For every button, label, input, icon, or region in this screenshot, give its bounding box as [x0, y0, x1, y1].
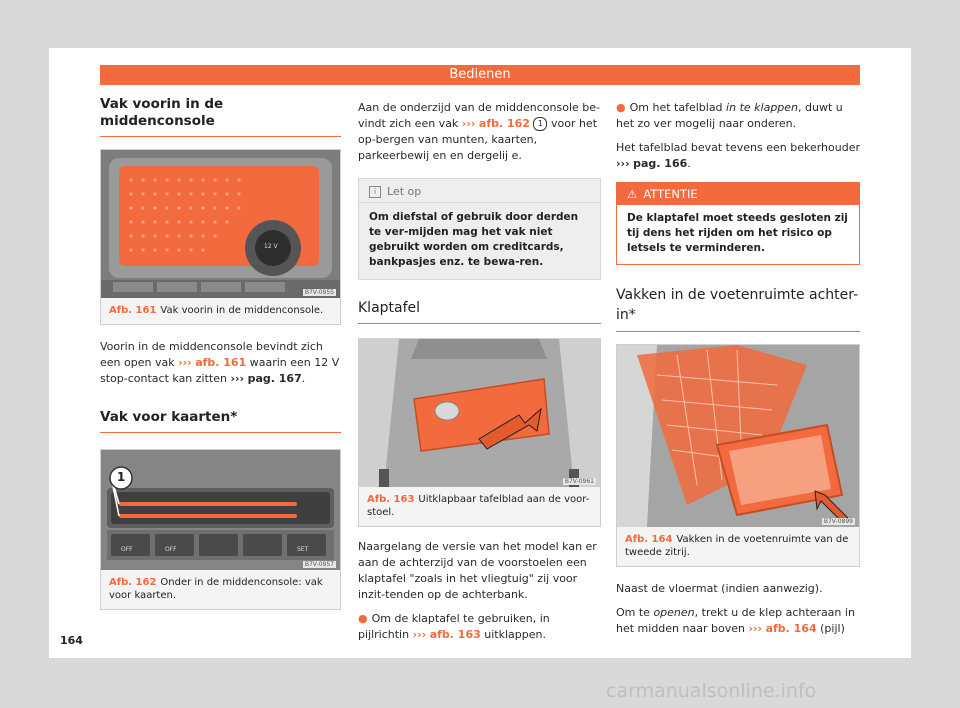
figure-164 — [616, 344, 860, 567]
paragraph — [100, 339, 341, 387]
callout-number: 1 — [533, 117, 547, 131]
figure-code: B7V-0899 — [823, 518, 853, 525]
paragraph: Naargelang de versie van het model kan er aan de achterzijd van de voorstoelen een klaptafel "zoals in het vliegtuig" zij voor inzit-tenden op de achterbank. — [358, 540, 597, 601]
footwell-compartment-illustration — [617, 345, 859, 527]
column-3 — [616, 100, 860, 645]
note-header — [359, 179, 600, 203]
warning-title: ATTENTIE — [643, 187, 698, 201]
text: Om de klaptafel te gebruiken, in pijlrichtin — [358, 612, 550, 641]
caption-text: Uitklapbaar tafelblad aan de voor-stoel. — [367, 494, 590, 518]
paragraph — [616, 605, 860, 637]
paragraph — [616, 140, 860, 172]
page-number: 164 — [60, 634, 83, 647]
figure-164-image — [617, 345, 859, 527]
figure-161 — [100, 149, 341, 325]
watermark: carmanualsonline.info — [606, 680, 817, 702]
warning-box — [616, 182, 860, 265]
figure-caption — [101, 570, 340, 609]
text: , trekt u de klep achteraan in het midden naar boven — [616, 606, 855, 635]
section-title-voetenruimte: Vakken in de voetenruimte achter-in* — [616, 285, 860, 332]
ref-arrows: ››› — [230, 372, 245, 385]
link-afb-164[interactable]: afb. 164 — [765, 622, 817, 635]
button-label-set: SET — [297, 546, 309, 553]
warning-body: De klaptafel moet steeds gesloten zij tij dens het rijden om het risico op letsels te verminderen. — [627, 212, 848, 254]
link-pag-166[interactable]: pag. 166 — [633, 157, 688, 170]
ref-arrows: ››› — [461, 117, 476, 130]
text: (pijl) — [816, 622, 845, 635]
italic-text: openen — [653, 606, 695, 619]
figure-number: Afb. 164 — [625, 534, 673, 545]
section-title-kaarten: Vak voor kaarten* — [100, 409, 341, 433]
callout-number: 1 — [116, 470, 126, 484]
header-bar: Bedienen — [100, 65, 860, 85]
text: voor het op-bergen van munten, kaarten, parkeerbewij en en dergelij e. — [358, 117, 598, 162]
caption-text: Vak voorin in de middenconsole. — [160, 305, 324, 316]
text: , duwt u het zo ver mogelij naar onderen. — [616, 101, 843, 130]
text: Voorin in de middenconsole bevindt zich een open vak — [100, 340, 323, 369]
figure-163 — [358, 338, 601, 527]
figure-number: Afb. 161 — [109, 305, 157, 316]
text: . — [301, 372, 306, 385]
warning-header — [617, 183, 859, 205]
bullet-icon: ● — [358, 612, 368, 625]
figure-caption — [359, 487, 600, 526]
figure-162-image — [101, 450, 340, 570]
warning-triangle-icon: ⚠ — [627, 187, 638, 201]
column-2 — [358, 100, 601, 651]
text: waarin een 12 V stop-contact kan zitten — [100, 356, 340, 385]
paragraph — [358, 100, 601, 164]
caption-text: Onder in de middenconsole: vak voor kaarten. — [109, 577, 323, 601]
socket-label: 12 V — [264, 243, 278, 250]
italic-text: in te klappen — [726, 101, 799, 114]
link-afb-161[interactable]: afb. 161 — [195, 356, 247, 369]
text: . — [687, 157, 691, 170]
text: Om het tafelblad — [629, 101, 727, 114]
ref-arrows: ››› — [748, 622, 763, 635]
paragraph: Naast de vloermat (indien aanwezig). — [616, 582, 823, 595]
figure-161-image — [101, 150, 340, 298]
figure-162 — [100, 449, 341, 610]
figure-code: B7V-0957 — [304, 561, 334, 568]
ref-arrows: ››› — [178, 356, 192, 369]
figure-code: B7V-0955 — [304, 289, 334, 296]
section-title-klaptafel: Klaptafel — [358, 300, 601, 324]
link-afb-162[interactable]: afb. 162 — [478, 117, 530, 130]
text: Om te — [616, 606, 654, 619]
ref-arrows: ››› — [412, 628, 427, 641]
text: Aan de onderzijd van de middenconsole be-vindt zich een vak — [358, 101, 601, 130]
figure-number: Afb. 163 — [367, 494, 415, 505]
info-icon: i — [369, 186, 381, 198]
figure-code: B7V-0961 — [564, 478, 594, 485]
seat-table-illustration — [359, 339, 600, 487]
link-pag-167[interactable]: pag. 167 — [247, 372, 302, 385]
figure-caption — [101, 298, 340, 324]
bullet-item — [616, 100, 860, 132]
note-body: Om diefstal of gebruik door derden te ver-mijden mag het vak niet gebruikt worden om creditcards, bankpasjes enz. te bewa-ren. — [369, 211, 579, 268]
button-label-off-2: OFF — [165, 546, 177, 553]
caption-text: Vakken in de voetenruimte van de tweede zitrij. — [625, 534, 849, 558]
figure-163-image — [359, 339, 600, 487]
note-title: Let op — [387, 185, 422, 198]
column-1 — [100, 96, 341, 610]
figure-number: Afb. 162 — [109, 577, 157, 588]
bullet-item — [358, 611, 601, 643]
bullet-icon: ● — [616, 101, 626, 114]
text: Het tafelblad bevat tevens een bekerhouder — [616, 141, 860, 154]
button-label-off-1: OFF — [121, 546, 133, 553]
ref-arrows: ››› — [616, 157, 630, 170]
text: uitklappen. — [480, 628, 546, 641]
figure-caption — [617, 527, 859, 566]
section-title-middenconsole: Vak voorin in de middenconsole — [100, 96, 341, 137]
note-box — [358, 178, 601, 280]
link-afb-163[interactable]: afb. 163 — [429, 628, 481, 641]
console-tray-illustration — [101, 150, 340, 298]
